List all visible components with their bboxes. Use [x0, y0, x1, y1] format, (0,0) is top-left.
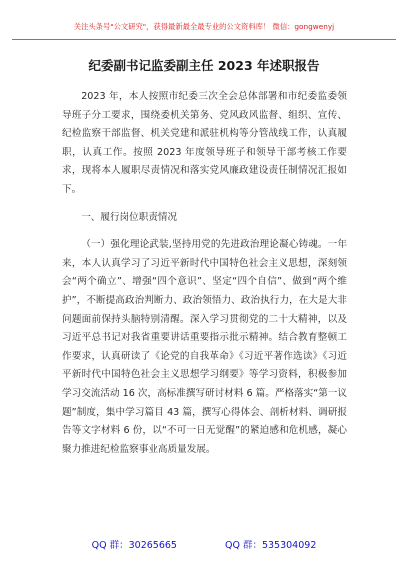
header-divider [12, 39, 396, 40]
footer-contacts [0, 537, 408, 551]
document-body [62, 88, 347, 459]
header-banner: 关注头条号"公文研究"，获得最新最全最专业的公文资料库！ 微信：gongwenyj [73, 22, 335, 31]
footer-qq-group-2: QQ 群：535304092 [224, 540, 317, 551]
footer-qq-group-1: QQ 群：30265665 [91, 540, 177, 551]
section-heading: 一、履行岗位职责情况 [81, 211, 178, 223]
paragraph-theory: （一）强化理论武装,坚持用党的先进政治理论凝心铸魂。一年来，本人认真学习了习近平新时代中国特色社会主义思想，深刻领会“两个确立”、增强“四个意识”、坚定“四个自信”、做到“两个维护”，不断提高政治判断力、政治领悟力、政治执行力，在大是大非问题面前保持头脑特别清醒。深入学习贯彻党的二十大精神，以及习近平总书记对我省重要讲话重要指示批示精神。结合教育整顿工作要求，认真研读了《论党的自我革命》《习近平著作选读》《习近平新时代中国特色社会主义思想学习纲要》等学习资料，积极参加学习交流活动 16 次，高标准撰写研讨材料 6 篇。严格落实“第一议题”制度，集中学习篇目 43 篇，撰写心得体会、剖析材料、调研报告等文字材料 6 份，以“不可一日无觉醒”的紧迫感和危机感，凝心聚力推进纪检监察事业高质量发展。 [62, 239, 347, 455]
paragraph-intro: 2023 年，本人按照市纪委三次全会总体部署和市纪委监委领导班子分工要求，围绕委机关第务、党风政风监督、组织、宣传、纪检监察干部监督、机关党建和派驻机构等分管战线工作，认真履职，认真工作。按照 2023 年度领导班子和领导干部考核工作要求，现将本人履职尽责情况和落实党风廉政建设责任制情况汇报如下。 [62, 91, 347, 195]
document-title: 纪委副书记监委副主任 2023 年述职报告 [88, 58, 320, 73]
